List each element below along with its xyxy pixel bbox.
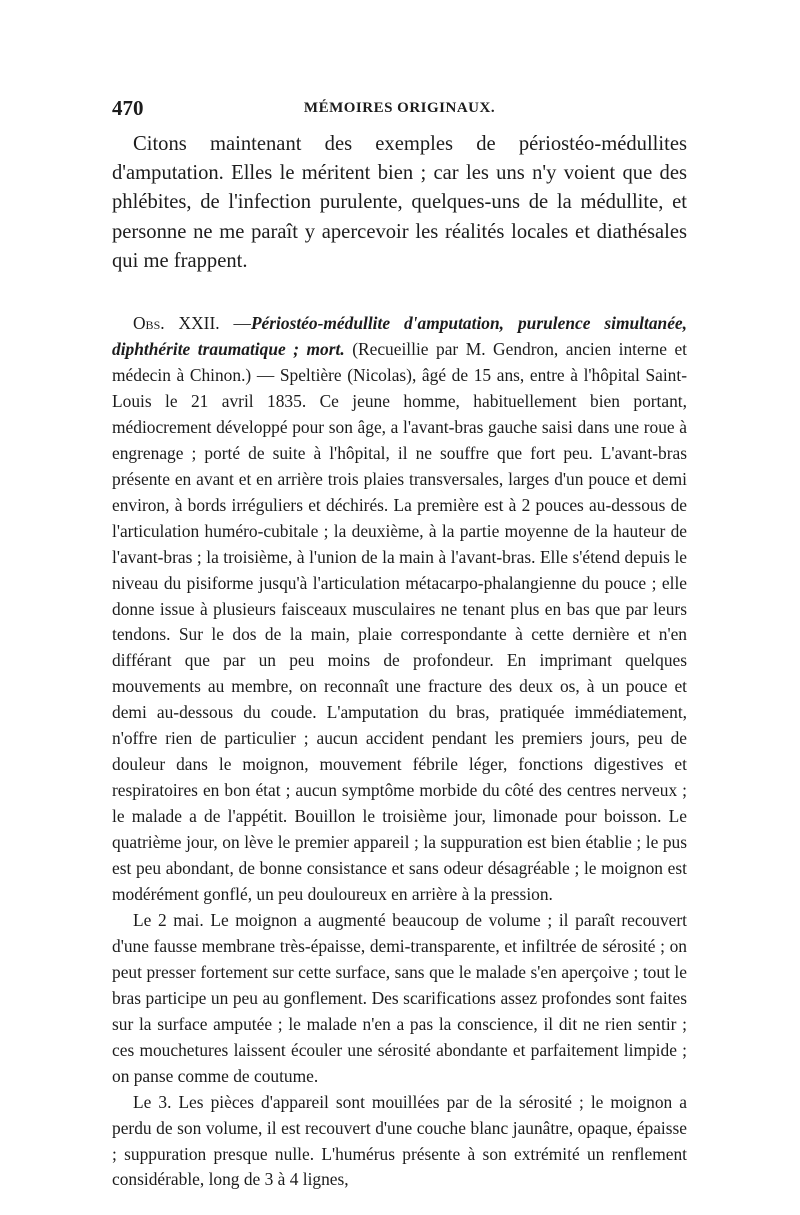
page-number: 470 xyxy=(112,96,144,120)
body-text xyxy=(112,130,687,1193)
running-head: MÉMOIRES ORIGINAUX. xyxy=(303,100,496,116)
page-header xyxy=(112,96,687,124)
intro-paragraph: Citons maintenant des exemples de périostéo-médullites d'amputation. Elles le méritent bien ; car les uns n'y voient que des phlébites, de l'infection purulente, quelques-uns de la médullite, et personne ne me paraît y apercevoir les réalités locales et diathésales qui me frappent. xyxy=(112,133,687,272)
paragraph-may-3: Le 3. Les pièces d'appareil sont mouillées par de la sérosité ; le moignon a perdu de son volume, il est recouvert d'une couche blanc jaunâtre, opaque, épaisse ; suppuration presque nulle. L'humérus présente à son extrémité un renflement considérable, long de 3 à 4 lignes, xyxy=(112,1091,687,1190)
observation-paragraph xyxy=(112,311,687,908)
observation-label: Obs. XXII. xyxy=(133,313,220,334)
observation-text: (Recueillie par M. Gendron, ancien interne et médecin à Chinon.) — Speltière (Nicolas), âgé de 15 ans, entre à l'hôpital Saint-Louis le 21 avril 1835. Ce jeune homme, habituellement bien portant, médiocrement développé pour son âge, a l'avant-bras gauche saisi dans une roue à engrenage ; porté de suite à l'hôpital, il ne souffre que fort peu. L'avant-bras présente en avant et en arrière trois plaies transversales, larges d'un pouce et demi environ, à bords irréguliers et déchirés. La première est à 2 pouces au-dessous de l'articulation huméro-cubitale ; la deuxième, à la partie moyenne de la hauteur de l'avant-bras ; la troisième, à l'union de la main à l'avant-bras. Elle s'étend depuis le niveau du pisiforme jusqu'à l'articulation métacarpo-phalangienne du pouce ; elle donne issue à plusieurs faisceaux musculaires ne tenant plus en bas que par leurs tendons. Sur le dos de la main, plaie correspondante à cette dernière et n'en différant que par un peu moins de profondeur. En imprimant quelques mouvements au membre, on reconnaît une fracture des deux os, à un pouce et demi au-dessous du coude. L'amputation du bras, pratiquée immédiatement, n'offre rien de particulier ; aucun accident pendant les premiers jours, peu de douleur dans le moignon, mouvement fébrile léger, fonctions digestives et respiratoires en bon état ; aucun symptôme morbide du côté des centres nerveux ; le malade a de l'appétit. Bouillon le troisième jour, limonade pour boisson. Le quatrième jour, on lève le premier appareil ; la suppuration est bien établie ; le pus est peu abondant, de bonne consistance et sans odeur désagréable ; le moignon est modérément gonflé, un peu douloureux en arrière à la pression. xyxy=(112,338,687,904)
paragraph-may-2: Le 2 mai. Le moignon a augmenté beaucoup de volume ; il paraît recouvert d'une fausse membrane très-épaisse, demi-transparente, et infiltrée de sérosité ; on peut presser fortement sur cette surface, sans que le malade s'en aperçoive ; tout le bras participe un peu au gonflement. Des scarifications assez profondes sont faites sur la surface amputée ; le malade n'en a pas la conscience, il dit ne rien sentir ; ces mouchetures laissent écouler une sérosité abondante et parfaitement limpide ; on panse comme de coutume. xyxy=(112,909,687,1086)
observation-dash: — xyxy=(219,313,251,334)
observation-title: Périostéo-médullite d'amputation, purulence simultanée, diphthérite traumatique ; mort. xyxy=(112,313,687,359)
